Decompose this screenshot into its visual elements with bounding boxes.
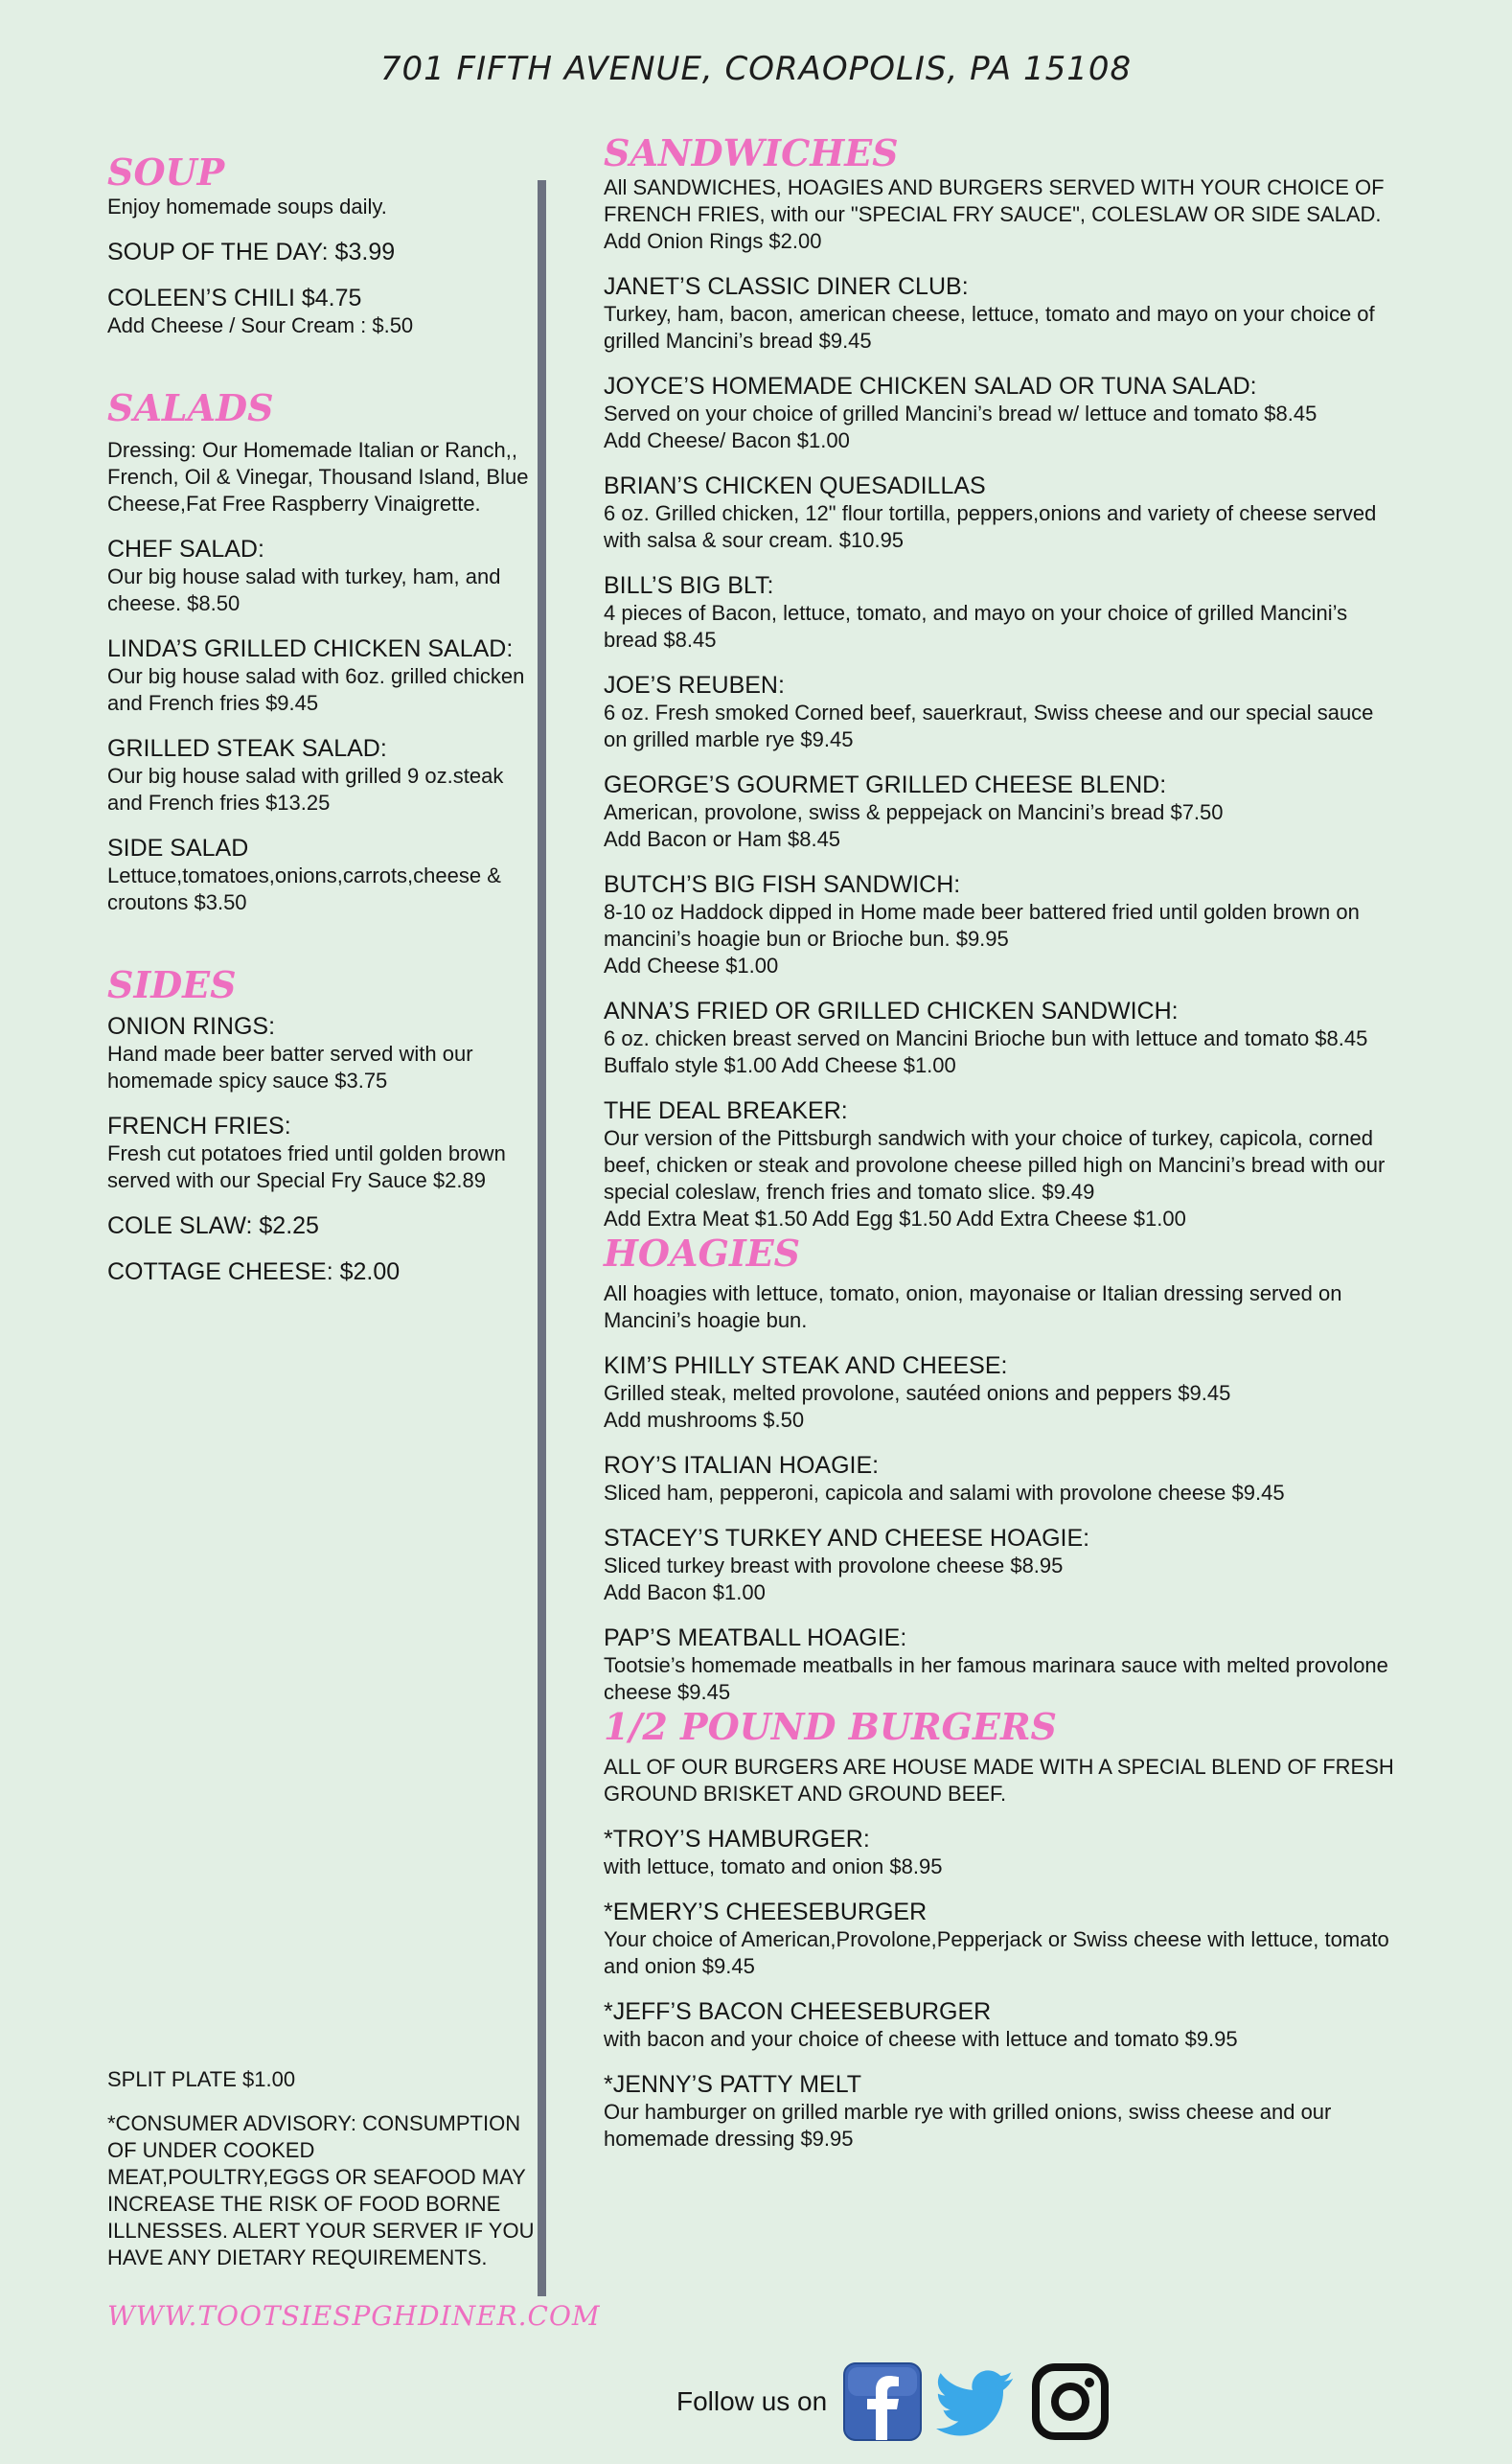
menu-item-desc: Our big house salad with turkey, ham, and cheese. $8.50 [107, 564, 501, 615]
menu-item-desc: with lettuce, tomato and onion $8.95 [604, 1854, 943, 1878]
menu-item [107, 1012, 529, 1094]
menu-item-desc: 6 oz. Fresh smoked Corned beef, sauerkraut, Swiss cheese and our special sauce on grilled marble rye $9.45 [604, 701, 1374, 751]
menu-item [604, 2070, 1399, 2153]
burgers-intro: ALL OF OUR BURGERS ARE HOUSE MADE WITH A SPECIAL BLEND OF FRESH GROUND BRISKET AND GROUND BEEF. [604, 1755, 1394, 1806]
menu-item-desc: 6 oz. Grilled chicken, 12" flour tortilla, peppers,onions and variety of cheese served with salsa & sour cream. $10.95 [604, 501, 1377, 552]
menu-item-name: PAP’S MEATBALL HOAGIE: [604, 1624, 907, 1651]
menu-item-extra: Add mushrooms $.50 [604, 1408, 805, 1432]
menu-item-extra: Add Bacon $1.00 [604, 1580, 766, 1604]
menu-item-desc: 8-10 oz Haddock dipped in Home made beer battered fried until golden brown on mancini’s hoagie bun or Brioche bun. $9.95 [604, 900, 1360, 951]
hoagies-section [604, 1232, 1399, 1706]
column-divider [538, 180, 546, 2296]
menu-item-desc: Sliced turkey breast with provolone cheese $8.95 [604, 1554, 1064, 1577]
menu-item [604, 1623, 1399, 1706]
twitter-icon[interactable] [936, 2361, 1017, 2442]
right-column [604, 132, 1399, 2153]
menu-item-name: BUTCH’S BIG FISH SANDWICH: [604, 871, 961, 898]
sandwiches-intro: All SANDWICHES, HOAGIES AND BURGERS SERVED WITH YOUR CHOICE OF FRENCH FRIES, with our "SPECIAL FRY SAUCE", COLESLAW OR SIDE SALAD. [604, 175, 1385, 226]
menu-item [604, 997, 1399, 1079]
menu-item-name: FRENCH FRIES: [107, 1113, 291, 1140]
menu-item-desc: Our version of the Pittsburgh sandwich with your choice of turkey, capicola, corned beef, chicken or steak and provolone cheese pilled high on Mancini’s bread with our special coleslaw, french fries and tomato slice. $9.49 [604, 1126, 1386, 1204]
sandwiches-intro-addon: Add Onion Rings $2.00 [604, 229, 822, 253]
menu-item-desc: Fresh cut potatoes fried until golden brown served with our Special Fry Sauce $2.89 [107, 1141, 506, 1192]
menu-item-name: ONION RINGS: [107, 1013, 276, 1040]
website-link[interactable]: WWW.TOOTSIESPGHDINER.COM [107, 2300, 601, 2332]
sides-section [107, 964, 529, 1286]
menu-item-desc: Add Cheese / Sour Cream : $.50 [107, 313, 414, 337]
section-title-sandwiches: SANDWICHES [604, 131, 899, 174]
menu-item-desc: Hand made beer batter served with our homemade spicy sauce $3.75 [107, 1042, 473, 1093]
menu-item [604, 1451, 1399, 1507]
soup-section [107, 151, 529, 339]
menu-item-desc: Our big house salad with grilled 9 oz.steak and French fries $13.25 [107, 764, 504, 815]
menu-item-desc: Turkey, ham, bacon, american cheese, lettuce, tomato and mayo on your choice of grilled Mancini’s bread $9.45 [604, 302, 1375, 353]
menu-item [107, 535, 529, 617]
menu-item-name: *EMERY’S CHEESEBURGER [604, 1899, 928, 1925]
menu-item [107, 1112, 529, 1194]
menu-item-extra: Add Bacon or Ham $8.45 [604, 827, 841, 851]
instagram-icon[interactable] [1030, 2361, 1111, 2442]
menu-item-name: STACEY’S TURKEY AND CHEESE HOAGIE: [604, 1525, 1090, 1552]
menu-item [107, 238, 529, 266]
menu-item-name: COTTAGE CHEESE: $2.00 [107, 1258, 401, 1285]
menu-item-name: *JEFF’S BACON CHEESEBURGER [604, 1998, 992, 2025]
address-header: 701 FIFTH AVENUE, CORAOPOLIS, PA 15108 [379, 50, 1133, 88]
menu-item [604, 472, 1399, 554]
menu-item-name: *TROY’S HAMBURGER: [604, 1826, 870, 1853]
menu-item-desc: American, provolone, swiss & peppejack on Mancini’s bread $7.50 [604, 800, 1224, 824]
menu-item-desc: Grilled steak, melted provolone, sautéed onions and peppers $9.45 [604, 1381, 1231, 1405]
menu-item [107, 1257, 529, 1286]
menu-item [107, 1211, 529, 1240]
menu-item [604, 1096, 1399, 1232]
menu-item-name: *JENNY’S PATTY MELT [604, 2071, 862, 2098]
menu-item-extra: Buffalo style $1.00 Add Cheese $1.00 [604, 1053, 956, 1077]
menu-item [604, 671, 1399, 753]
menu-item-name: SOUP OF THE DAY: $3.99 [107, 239, 396, 265]
left-column [107, 151, 529, 1286]
menu-item-desc: Lettuce,tomatoes,onions,carrots,cheese & croutons $3.50 [107, 864, 501, 914]
salads-section [107, 387, 529, 916]
section-title-sides: SIDES [107, 963, 237, 1006]
section-title-burgers: 1/2 POUND BURGERS [604, 1705, 1057, 1748]
menu-item-name: THE DEAL BREAKER: [604, 1097, 848, 1124]
menu-item-extra: Add Extra Meat $1.50 Add Egg $1.50 Add Extra Cheese $1.00 [604, 1207, 1186, 1231]
menu-item-extra: Add Cheese/ Bacon $1.00 [604, 428, 850, 452]
menu-item [604, 1997, 1399, 2053]
consumer-advisory: *CONSUMER ADVISORY: CONSUMPTION OF UNDER COOKED MEAT,POULTRY,EGGS OR SEAFOOD MAY INCREASE THE RISK OF FOOD BORNE ILLNESSES. ALERT YOUR SERVER IF YOU HAVE ANY DIETARY REQUIREMENTS. [107, 2111, 535, 2269]
menu-item [604, 1898, 1399, 1980]
hoagies-intro: All hoagies with lettuce, tomato, onion, mayonaise or Italian dressing served on Mancini’s hoagie bun. [604, 1281, 1342, 1332]
section-title-hoagies: HOAGIES [604, 1232, 801, 1275]
menu-item-name: COLEEN’S CHILI $4.75 [107, 285, 362, 311]
menu-item-name: JANET’S CLASSIC DINER CLUB: [604, 273, 969, 300]
menu-item-desc: Served on your choice of grilled Mancini’s bread w/ lettuce and tomato $8.45 [604, 402, 1317, 426]
soup-intro: Enjoy homemade soups daily. [107, 195, 387, 219]
menu-item [107, 834, 529, 916]
follow-us-label: Follow us on [676, 2386, 828, 2416]
menu-item-name: JOYCE’S HOMEMADE CHICKEN SALAD OR TUNA SALAD: [604, 373, 1257, 400]
menu-item-desc: 4 pieces of Bacon, lettuce, tomato, and mayo on your choice of grilled Mancini’s bread $8.45 [604, 601, 1348, 652]
menu-item-desc: Our big house salad with 6oz. grilled chicken and French fries $9.45 [107, 664, 525, 715]
burgers-section [604, 1706, 1399, 2153]
menu-item-name: BILL’S BIG BLT: [604, 572, 774, 599]
menu-item [604, 571, 1399, 654]
menu-item-name: GEORGE’S GOURMET GRILLED CHEESE BLEND: [604, 771, 1167, 798]
section-title-soup: SOUP [107, 150, 225, 194]
menu-item-name: BRIAN’S CHICKEN QUESADILLAS [604, 472, 986, 499]
menu-item-extra: Add Cheese $1.00 [604, 954, 779, 978]
menu-item-desc: Sliced ham, pepperoni, capicola and salami with provolone cheese $9.45 [604, 1481, 1285, 1505]
section-title-salads: SALADS [107, 386, 274, 429]
menu-item [604, 1351, 1399, 1434]
menu-item-name: CHEF SALAD: [107, 536, 264, 563]
split-plate-note: SPLIT PLATE $1.00 [107, 2067, 296, 2091]
menu-item-name: SIDE SALAD [107, 835, 249, 862]
menu-item [107, 734, 529, 817]
salads-intro: Dressing: Our Homemade Italian or Ranch,, French, Oil & Vinegar, Thousand Island, Blue Cheese,Fat Free Raspberry Vinaigrette. [107, 438, 529, 516]
menu-item-name: ANNA’S FRIED OR GRILLED CHICKEN SANDWICH: [604, 998, 1179, 1025]
menu-item [604, 1524, 1399, 1606]
menu-item [107, 634, 529, 717]
menu-item-name: JOE’S REUBEN: [604, 672, 785, 699]
menu-item-name: LINDA’S GRILLED CHICKEN SALAD: [107, 635, 514, 662]
menu-item [604, 771, 1399, 853]
menu-item-name: COLE SLAW: $2.25 [107, 1212, 319, 1239]
sandwiches-section [604, 132, 1399, 1232]
follow-us-bar [676, 2361, 1124, 2442]
menu-item [604, 372, 1399, 454]
menu-item-name: ROY’S ITALIAN HOAGIE: [604, 1452, 880, 1479]
menu-item-name: GRILLED STEAK SALAD: [107, 735, 387, 762]
facebook-icon[interactable] [842, 2361, 923, 2442]
menu-item-desc: Our hamburger on grilled marble rye with grilled onions, swiss cheese and our homemade dressing $9.95 [604, 2100, 1332, 2151]
menu-item [604, 1825, 1399, 1880]
footnotes [107, 2066, 538, 2271]
menu-item [604, 272, 1399, 355]
menu-item [604, 870, 1399, 979]
menu-item-desc: with bacon and your choice of cheese with lettuce and tomato $9.95 [604, 2027, 1238, 2051]
menu-item-desc: 6 oz. chicken breast served on Mancini Brioche bun with lettuce and tomato $8.45 [604, 1026, 1368, 1050]
menu-item-desc: Tootsie’s homemade meatballs in her famous marinara sauce with melted provolone cheese $9.45 [604, 1653, 1388, 1704]
menu-item-desc: Your choice of American,Provolone,Pepperjack or Swiss cheese with lettuce, tomato and onion $9.45 [604, 1927, 1389, 1978]
menu-item [107, 284, 529, 339]
menu-item-name: KIM’S PHILLY STEAK AND CHEESE: [604, 1352, 1008, 1379]
